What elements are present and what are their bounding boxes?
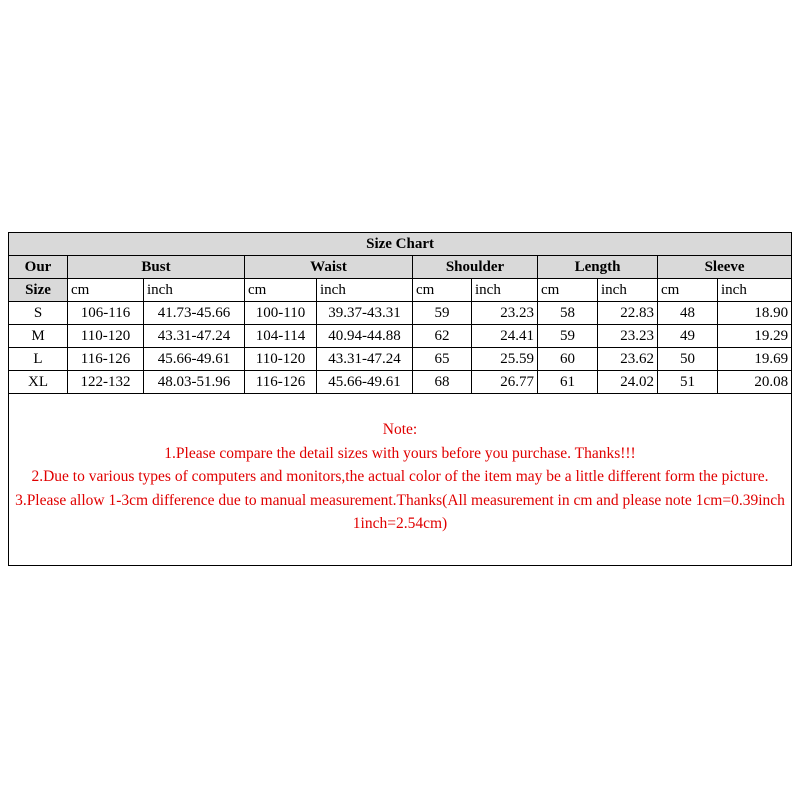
bust-inch: 48.03-51.96 <box>144 371 245 394</box>
unit-inch: inch <box>317 279 413 302</box>
length-inch: 22.83 <box>598 302 658 325</box>
unit-cm: cm <box>245 279 317 302</box>
unit-cm: cm <box>538 279 598 302</box>
table-row <box>9 325 792 348</box>
note-line-3: 3.Please allow 1-3cm difference due to manual measurement.Thanks(All measurement in cm and please note 1cm=0.39inch 1inch=2.54cm) <box>15 491 785 532</box>
shoulder-inch: 24.41 <box>472 325 538 348</box>
bust-inch: 41.73-45.66 <box>144 302 245 325</box>
shoulder-cm: 59 <box>413 302 472 325</box>
waist-cm: 104-114 <box>245 325 317 348</box>
notes-section <box>9 394 791 536</box>
waist-inch: 43.31-47.24 <box>317 348 413 371</box>
table-title: Size Chart <box>9 233 792 256</box>
length-cm: 59 <box>538 325 598 348</box>
bust-cm: 122-132 <box>68 371 144 394</box>
note-line-1: 1.Please compare the detail sizes with yours before you purchase. Thanks!!! <box>164 444 636 462</box>
group-bust: Bust <box>68 256 245 279</box>
waist-cm: 116-126 <box>245 371 317 394</box>
length-inch: 24.02 <box>598 371 658 394</box>
size-cell: L <box>9 348 68 371</box>
table-row <box>9 348 792 371</box>
group-length: Length <box>538 256 658 279</box>
length-inch: 23.62 <box>598 348 658 371</box>
waist-inch: 39.37-43.31 <box>317 302 413 325</box>
bust-cm: 106-116 <box>68 302 144 325</box>
waist-cm: 100-110 <box>245 302 317 325</box>
sleeve-inch: 18.90 <box>718 302 792 325</box>
shoulder-inch: 25.59 <box>472 348 538 371</box>
group-waist: Waist <box>245 256 413 279</box>
size-cell: S <box>9 302 68 325</box>
size-header-top: Our <box>9 256 68 279</box>
length-cm: 60 <box>538 348 598 371</box>
bust-cm: 110-120 <box>68 325 144 348</box>
bust-inch: 45.66-49.61 <box>144 348 245 371</box>
sleeve-cm: 48 <box>658 302 718 325</box>
unit-inch: inch <box>598 279 658 302</box>
length-cm: 61 <box>538 371 598 394</box>
size-header-bottom: Size <box>9 279 68 302</box>
size-table <box>8 232 792 394</box>
unit-cm: cm <box>68 279 144 302</box>
length-inch: 23.23 <box>598 325 658 348</box>
table-row <box>9 302 792 325</box>
unit-cm: cm <box>658 279 718 302</box>
waist-inch: 45.66-49.61 <box>317 371 413 394</box>
shoulder-inch: 23.23 <box>472 302 538 325</box>
size-chart <box>8 232 792 566</box>
bust-cm: 116-126 <box>68 348 144 371</box>
unit-inch: inch <box>472 279 538 302</box>
shoulder-cm: 62 <box>413 325 472 348</box>
sleeve-inch: 20.08 <box>718 371 792 394</box>
sleeve-cm: 50 <box>658 348 718 371</box>
notes-heading: Note: <box>382 421 418 438</box>
size-cell: XL <box>9 371 68 394</box>
sleeve-cm: 49 <box>658 325 718 348</box>
waist-cm: 110-120 <box>245 348 317 371</box>
waist-inch: 40.94-44.88 <box>317 325 413 348</box>
unit-inch: inch <box>718 279 792 302</box>
sleeve-cm: 51 <box>658 371 718 394</box>
note-line-2: 2.Due to various types of computers and monitors,the actual color of the item may be a little different form the picture. <box>31 468 769 485</box>
table-row <box>9 371 792 394</box>
group-sleeve: Sleeve <box>658 256 792 279</box>
group-shoulder: Shoulder <box>413 256 538 279</box>
bust-inch: 43.31-47.24 <box>144 325 245 348</box>
shoulder-inch: 26.77 <box>472 371 538 394</box>
shoulder-cm: 68 <box>413 371 472 394</box>
unit-inch: inch <box>144 279 245 302</box>
unit-cm: cm <box>413 279 472 302</box>
length-cm: 58 <box>538 302 598 325</box>
sleeve-inch: 19.69 <box>718 348 792 371</box>
shoulder-cm: 65 <box>413 348 472 371</box>
size-cell: M <box>9 325 68 348</box>
sleeve-inch: 19.29 <box>718 325 792 348</box>
